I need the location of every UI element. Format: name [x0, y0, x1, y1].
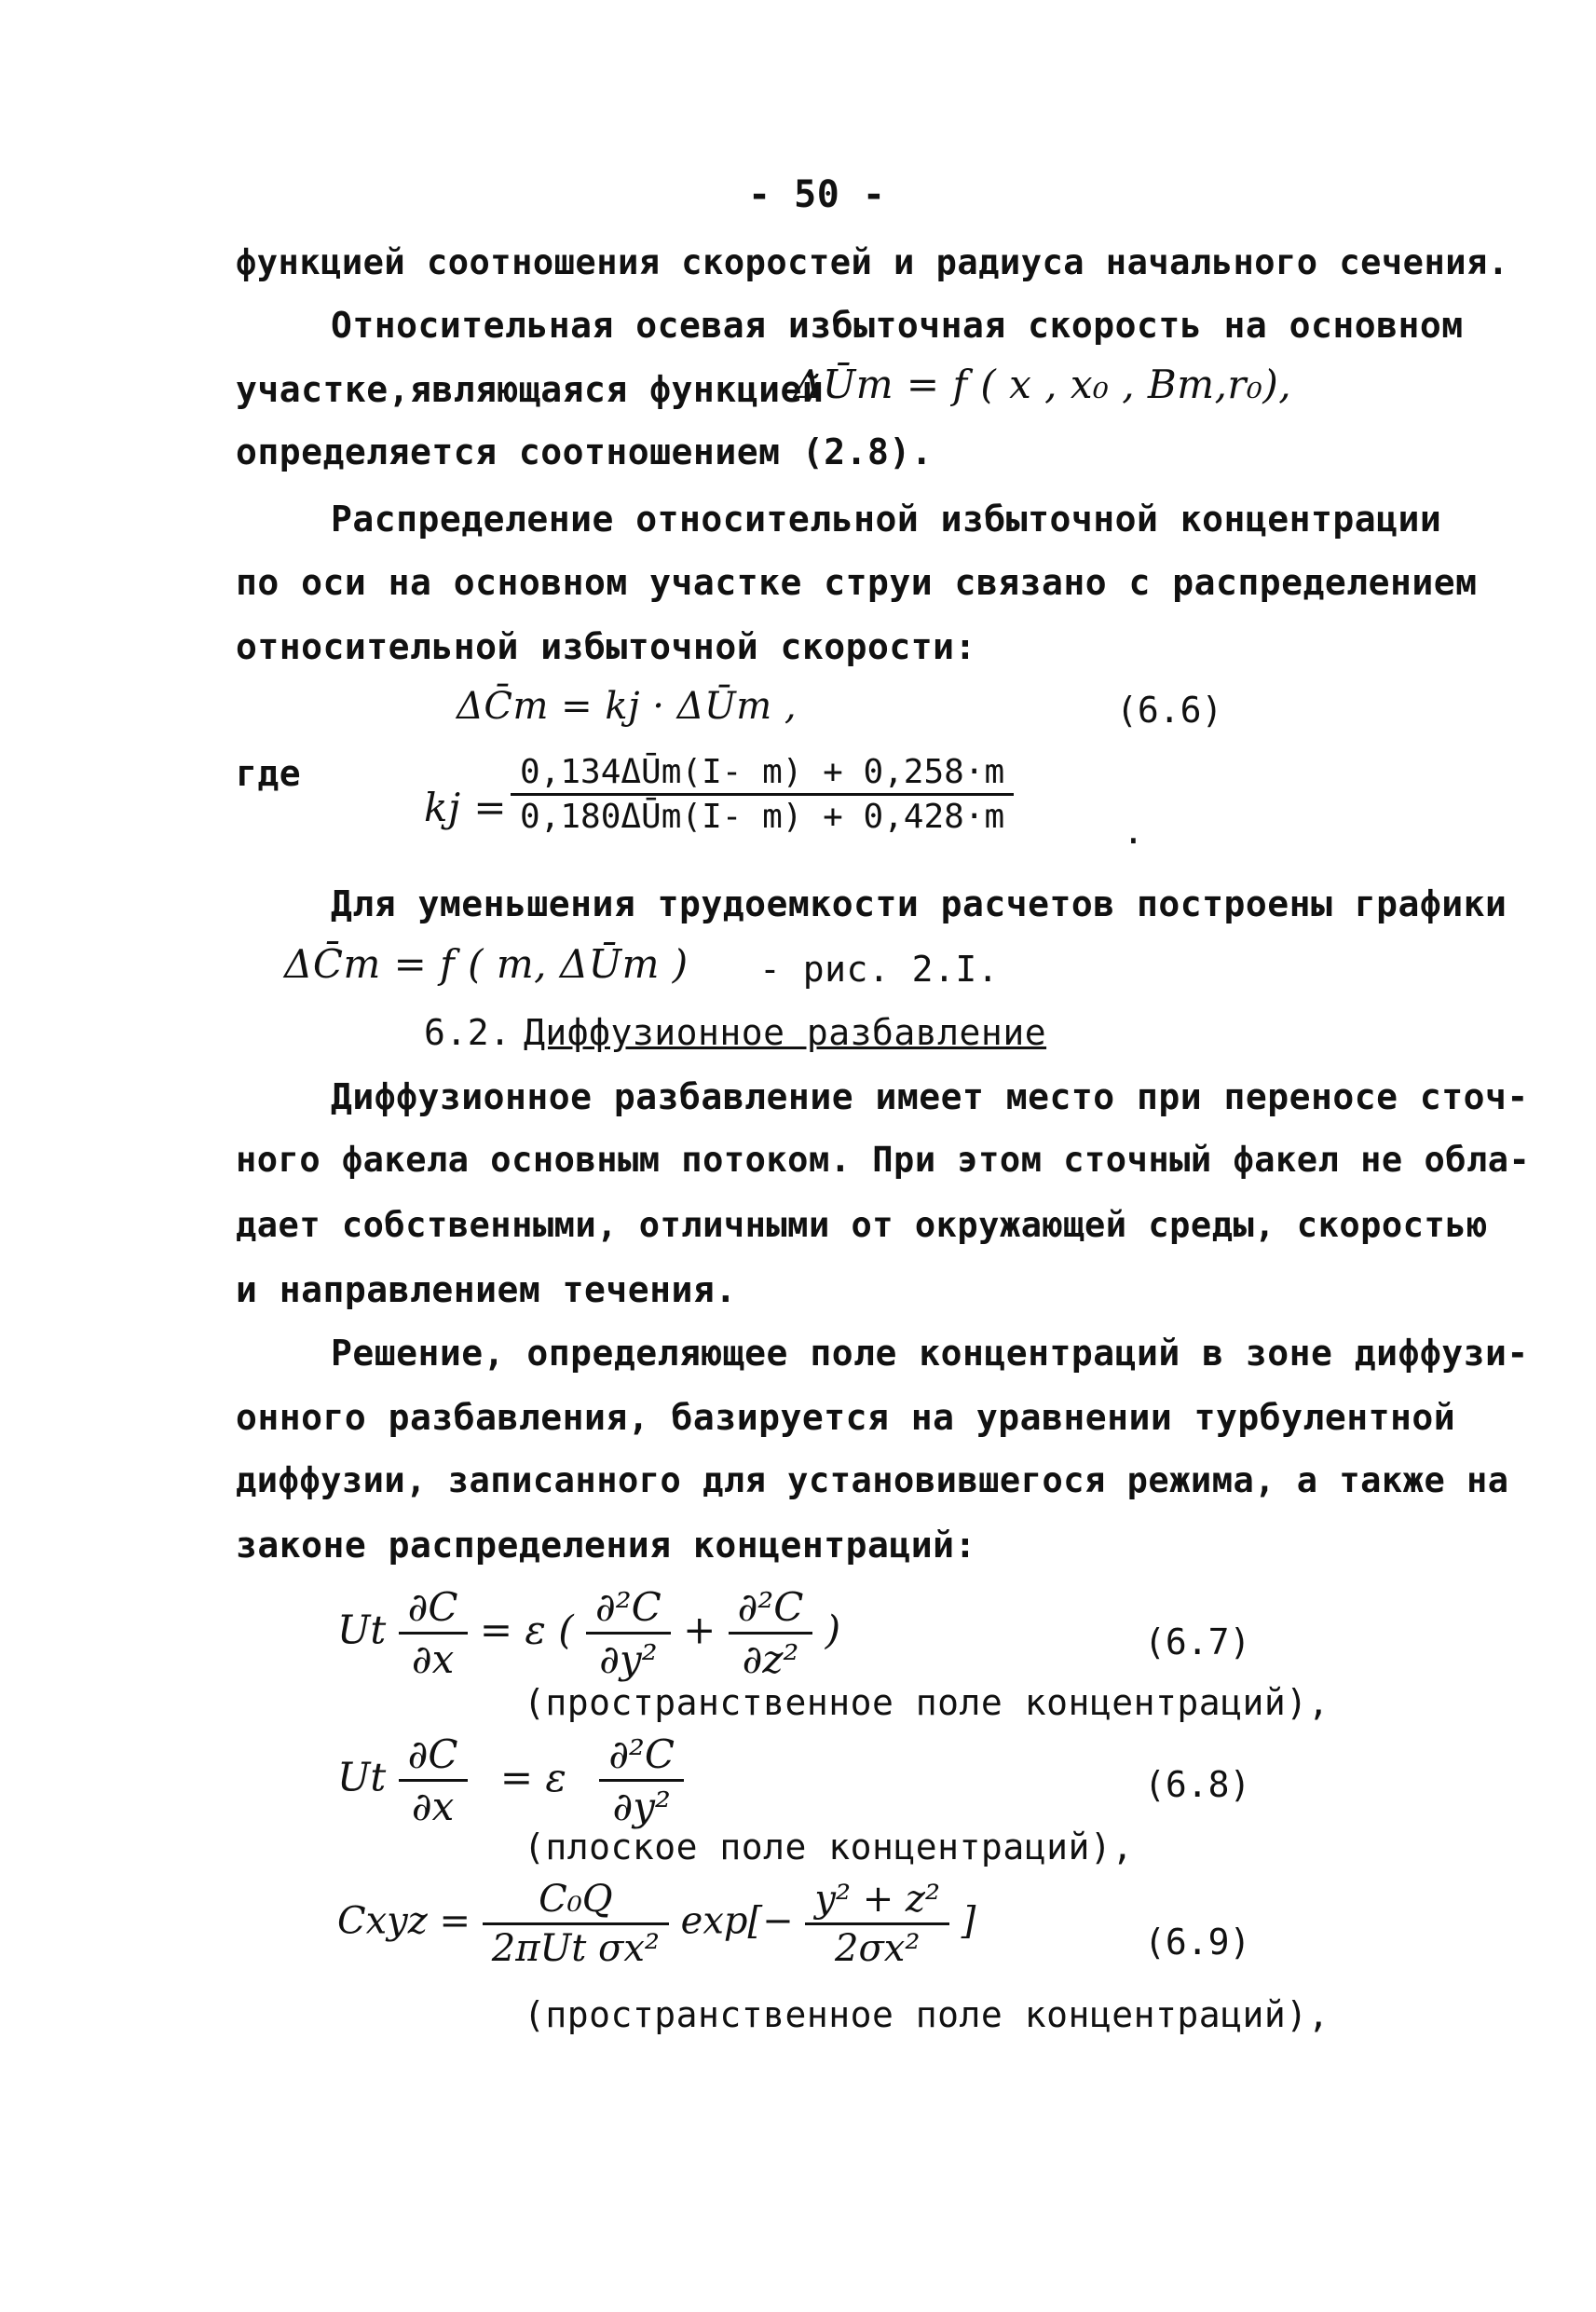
text-line: и направлением течения.: [236, 1269, 737, 1310]
kj-numerator: 0,134ΔŪm(I- m) + 0,258·m: [511, 753, 1014, 796]
text-line: функцией соотношения скоростей и радиуса начального сечения.: [236, 242, 1509, 282]
eq69-e-num: y² + z²: [805, 1878, 949, 1925]
where-label: где: [236, 753, 302, 794]
eq67-plus: +: [683, 1607, 716, 1653]
eq67-lhs-num: ∂C: [399, 1584, 468, 1635]
equation-note: (плоское поле концентраций),: [524, 1826, 1134, 1867]
text-line: - рис. 2.I.: [759, 949, 1000, 990]
eq67-mid: = ε (: [479, 1607, 574, 1653]
eq68-lhs: Ut: [337, 1754, 387, 1800]
eq69-e-den: 2σx²: [835, 1927, 921, 1970]
text-line: определяется соотношением (2.8).: [236, 431, 934, 472]
text-line: участке,являющаяся функцией: [236, 369, 825, 410]
kj-lhs: kj =: [424, 785, 508, 830]
page-number: - 50 -: [748, 173, 886, 216]
eq69-close: ]: [961, 1899, 976, 1943]
equation-number: (6.9): [1144, 1922, 1251, 1963]
eq68-r-den: ∂y²: [612, 1784, 671, 1829]
equation-number: (6.6): [1116, 690, 1223, 731]
eq67-close: ): [825, 1607, 841, 1653]
text-line: относительной избыточной скорости:: [236, 626, 976, 667]
eq68-lhs-den: ∂x: [411, 1784, 455, 1829]
eq68-lhs-num: ∂C: [399, 1731, 468, 1782]
equation-note: (пространственное поле концентраций),: [524, 1682, 1330, 1723]
section-title: Диффузионное разбавление: [524, 1012, 1047, 1053]
text-line: дает собственными, отличными от окружающей среды, скоростью: [236, 1205, 1488, 1245]
eq69-f-den: 2πUt σx²: [491, 1927, 660, 1970]
eq67-t1-num: ∂²C: [586, 1584, 671, 1635]
text-line: Распределение относительной избыточной концентрации: [331, 499, 1442, 540]
text-line: ного факела основным потоком. При этом сточный факел не обла-: [236, 1140, 1531, 1180]
eq67-t2-num: ∂²C: [729, 1584, 813, 1635]
eq69-lhs: Cxyz =: [337, 1899, 471, 1943]
equation-number: (6.7): [1144, 1621, 1251, 1662]
text-line: онного разбавления, базируется на уравнении турбулентной: [236, 1397, 1456, 1438]
eq69-exp: exp[−: [680, 1899, 794, 1943]
equation-number: (6.8): [1144, 1764, 1251, 1805]
text-line: диффузии, записанного для установившегося режима, а также на: [236, 1460, 1509, 1500]
kj-end: .: [1123, 811, 1145, 852]
equation-note: (пространственное поле концентраций),: [524, 1994, 1330, 2035]
text-line: Диффузионное разбавление имеет место при переносе сточ-: [331, 1076, 1529, 1117]
text-line: Решение, определяющее поле концентраций в зоне диффузи-: [331, 1333, 1529, 1374]
eq68-r-num: ∂²C: [599, 1731, 684, 1782]
inline-formula: ΔC̄m = f ( m, ΔŪm ): [284, 941, 689, 987]
eq68-mid: = ε: [499, 1754, 566, 1800]
inline-formula: ΔŪm = f ( x , x₀ , Bm,r₀),: [794, 362, 1292, 407]
equation-6-7: [337, 1584, 840, 1682]
kj-denominator: 0,180ΔŪm(I- m) + 0,428·m: [520, 798, 1005, 836]
eq67-lhs-den: ∂x: [411, 1636, 455, 1682]
equation-6-9: [337, 1878, 975, 1970]
eq69-f-num: C₀Q: [483, 1878, 669, 1925]
text-line: Относительная осевая избыточная скорость на основном: [331, 305, 1464, 346]
kj-fraction: [511, 753, 1014, 836]
text-line: Для уменьшения трудоемкости расчетов построены графики: [331, 883, 1507, 924]
equation-6-6: ΔC̄m = kj · ΔŪm ,: [457, 685, 798, 728]
eq67-t1-den: ∂y²: [599, 1636, 658, 1682]
eq67-t2-den: ∂z²: [742, 1636, 799, 1682]
eq67-lhs: Ut: [337, 1607, 387, 1653]
text-line: законе распределения концентраций:: [236, 1525, 976, 1566]
text-line: по оси на основном участке струи связано с распределением: [236, 562, 1478, 603]
equation-6-8: [337, 1731, 684, 1829]
section-number: 6.2.: [424, 1012, 512, 1053]
